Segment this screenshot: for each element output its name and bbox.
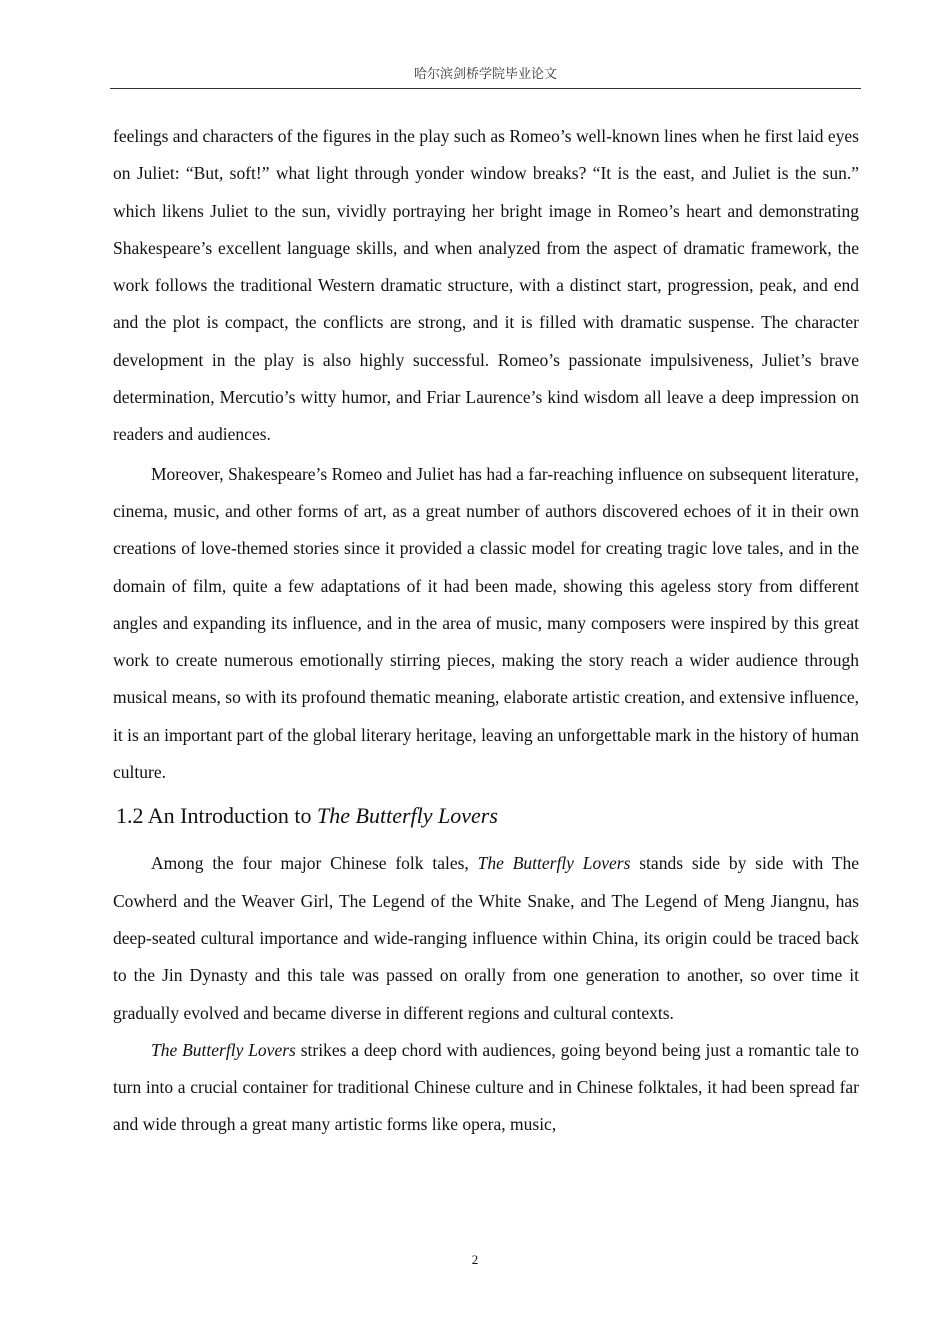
paragraph-text: strikes a deep chord with audiences, going beyond being just a romantic tale to turn into a crucial container for traditional Chinese culture and in Chinese folktales, it had been spread far and wide through a great many artistic forms like opera, music, xyxy=(113,1039,860,1135)
paragraph-lead: Among the four major Chinese folk tales, xyxy=(151,853,469,874)
body-paragraph xyxy=(113,1032,859,1144)
body-paragraph: Moreover, Shakespeare’s Romeo and Juliet has had a far-reaching influence on subsequent literature, cinema, music, and other forms of art, as a great number of authors discovered echoes of it in their own creations of love-themed stories since it provided a classic model for creating tragic love tales, and in the domain of film, quite a few adaptations of it had been made, showing this ageless story from different angles and expanding its influence, and in the area of music, many composers were inspired by this great work to create numerous emotionally stirring pieces, making the story reach a wider audience through musical means, so with its profound thematic meaning, elaborate artistic creation, and extensive influence, it is an important part of the global literary heritage, leaving an unforgettable mark in the history of human culture. xyxy=(113,463,859,783)
section-heading xyxy=(116,797,859,835)
body-paragraph xyxy=(113,845,859,1031)
section-heading-title: The Butterfly Lovers xyxy=(317,803,498,829)
work-title: The Butterfly Lovers xyxy=(477,853,631,874)
paragraph-text: stands side by side with The Cowherd and the Weaver Girl, The Legend of the White Snake, and The Legend of Meng Jiangnu, has deep-seated cultural importance and wide-ranging influence within China, its origin could be traced back to the Jin Dynasty and this tale was passed on orally from one generation to another, so over time it gradually evolved and became diverse in different regions and cultural contexts. xyxy=(113,853,860,1023)
work-title: The Butterfly Lovers xyxy=(151,1039,296,1060)
section-heading-label: 1.2 An Introduction to xyxy=(116,803,312,829)
body-paragraph: feelings and characters of the figures in the play such as Romeo’s well-known lines when he first laid eyes on Juliet: “But, soft!” what light through yonder window breaks? “It is the east, and Juliet is the sun.” which likens Juliet to the sun, vividly portraying her bright image in Romeo’s heart and demonstrating Shakespeare’s excellent language skills, and when analyzed from the aspect of dramatic framework, the work follows the traditional Western dramatic structure, with a distinct start, progression, peak, and end and the plot is compact, the conflicts are strong, and it is filled with dramatic suspense. The character development in the play is also highly successful. Romeo’s passionate impulsiveness, Juliet’s brave determination, Mercutio’s witty humor, and Friar Laurence’s kind wisdom all leave a deep impression on readers and audiences. xyxy=(113,126,859,445)
page-header: 哈尔滨剑桥学院毕业论文 xyxy=(110,65,861,89)
page-body xyxy=(113,118,859,1144)
page-number: 2 xyxy=(471,1252,479,1267)
